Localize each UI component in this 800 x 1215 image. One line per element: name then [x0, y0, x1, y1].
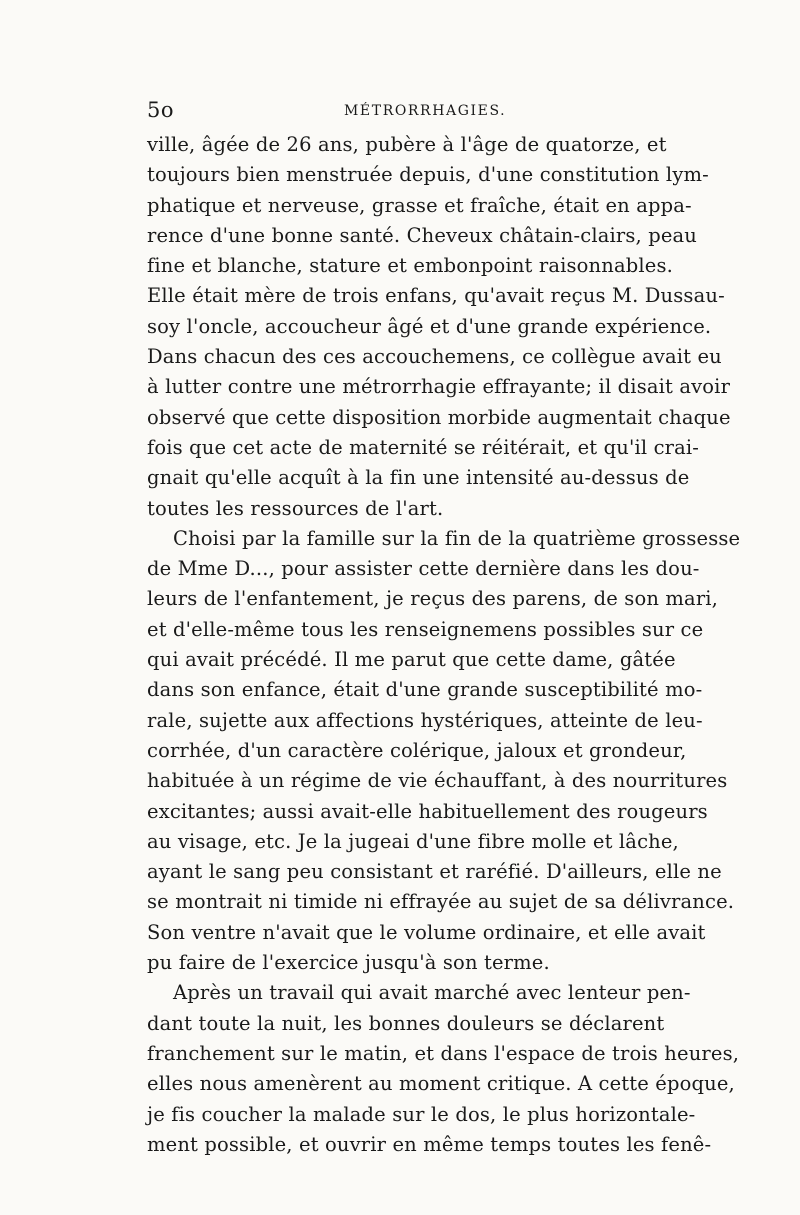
paragraph-start-line: Choisi par la famille sur la fin de la quatrième grossesse — [173, 526, 741, 550]
text-line: fois que cet acte de maternité se réitérait, et qu'il crai- — [147, 435, 700, 459]
page-number: 5o — [147, 98, 175, 122]
text-line: Son ventre n'avait que le volume ordinaire, et elle avait — [147, 920, 706, 944]
paragraph-start-line: Après un travail qui avait marché avec lenteur pen- — [173, 981, 691, 1005]
text-line: observé que cette disposition morbide augmentait chaque — [147, 405, 731, 429]
page-header — [147, 98, 657, 124]
paragraph-end-line: toutes les ressources de l'art. — [147, 496, 444, 520]
text-line: leurs de l'enfantement, je reçus des parens, de son mari, — [147, 587, 719, 611]
text-line: se montrait ni timide ni effrayée au sujet de sa délivrance. — [147, 890, 735, 914]
text-line: franchement sur le matin, et dans l'espace de trois heures, — [147, 1041, 740, 1065]
text-line: gnait qu'elle acquît à la fin une intensité au-dessus de — [147, 466, 690, 490]
text-line: habituée à un régime de vie échauffant, à des nourritures — [147, 769, 728, 793]
text-line: dans son enfance, était d'une grande susceptibilité mo- — [147, 678, 703, 702]
body-text — [147, 130, 741, 1160]
text-line: dant toute la nuit, les bonnes douleurs se déclarent — [147, 1011, 665, 1035]
paragraph-end-line: pu faire de l'exercice jusqu'à son terme. — [147, 951, 550, 975]
text-line: excitantes; aussi avait-elle habituellement des rougeurs — [147, 799, 708, 823]
text-line: ville, âgée de 26 ans, pubère à l'âge de quatorze, et — [147, 133, 667, 156]
text-line: Dans chacun des ces accouchemens, ce collègue avait eu — [147, 345, 722, 369]
text-line: de Mme D..., pour assister cette dernière dans les dou- — [147, 557, 700, 581]
text-line: fine et blanche, stature et embonpoint raisonnables. — [147, 254, 673, 278]
running-title: MÉTRORRHAGIES. — [344, 103, 507, 119]
text-line: rale, sujette aux affections hystériques, atteinte de leu- — [147, 708, 703, 732]
text-line: au visage, etc. Je la jugeai d'une fibre molle et lâche, — [147, 829, 679, 853]
text-line: Elle était mère de trois enfans, qu'avait reçus M. Dussau- — [147, 284, 725, 308]
text-line: phatique et nerveuse, grasse et fraîche, était en appa- — [147, 193, 692, 217]
text-line: je fis coucher la malade sur le dos, le plus horizontale- — [147, 1102, 696, 1126]
text-line: soy l'oncle, accoucheur âgé et d'une grande expérience. — [147, 314, 712, 338]
text-line: elles nous amenèrent au moment critique. A cette époque, — [147, 1072, 735, 1096]
text-line: toujours bien menstruée depuis, d'une constitution lym- — [147, 163, 709, 187]
text-line: ment possible, et ouvrir en même temps toutes les fenê- — [147, 1132, 712, 1156]
text-line: et d'elle-même tous les renseignemens possibles sur ce — [147, 617, 704, 641]
text-line: ayant le sang peu consistant et raréfié. D'ailleurs, elle ne — [147, 860, 722, 884]
text-line: qui avait précédé. Il me parut que cette dame, gâtée — [147, 648, 676, 672]
text-line: corrhée, d'un caractère colérique, jaloux et grondeur, — [147, 738, 687, 762]
text-line: à lutter contre une métrorrhagie effrayante; il disait avoir — [147, 375, 731, 399]
text-line: rence d'une bonne santé. Cheveux châtain-clairs, peau — [147, 223, 698, 247]
